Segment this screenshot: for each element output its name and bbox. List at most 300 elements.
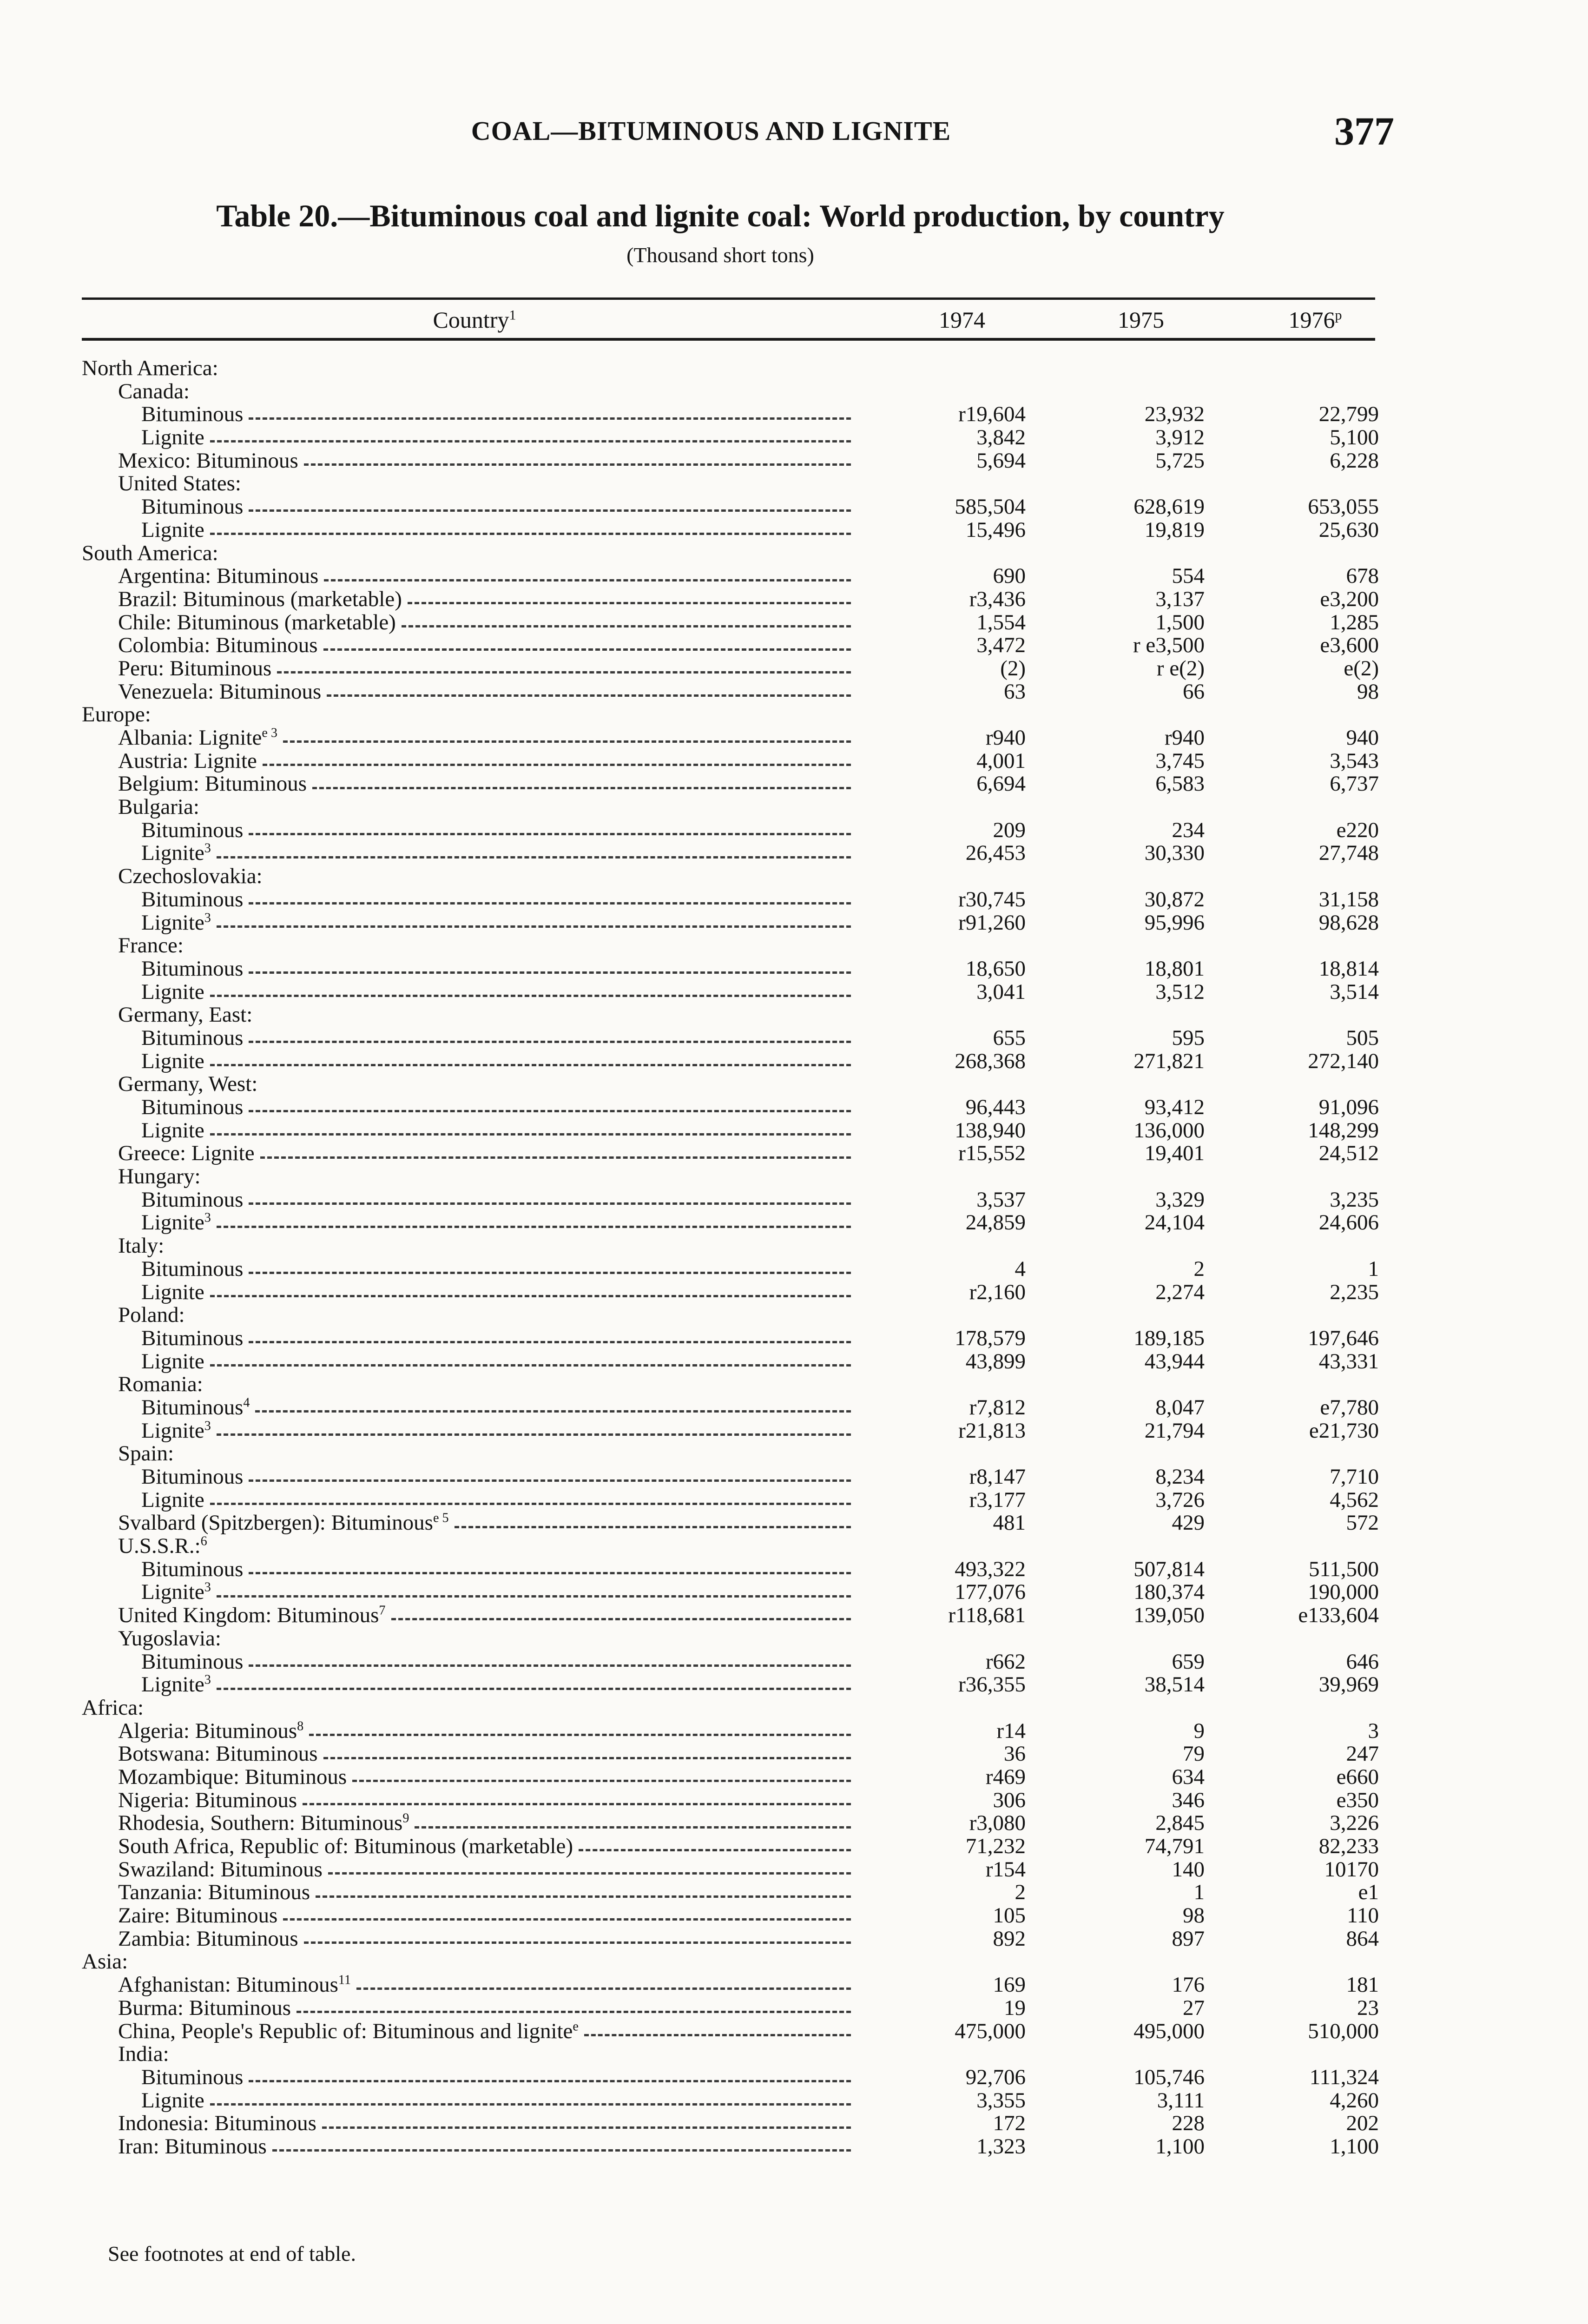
value-1976: 1,100 — [1330, 2134, 1379, 2159]
value-1974: 3,842 — [976, 425, 1026, 450]
value-1976: 24,606 — [1318, 1210, 1379, 1235]
column-header-1974: 1974 — [939, 307, 985, 333]
dot-leader — [217, 925, 851, 928]
row-label-text: Lignite — [141, 517, 204, 542]
value-1975: 1,500 — [1155, 610, 1205, 634]
value-1974: 71,232 — [965, 1834, 1026, 1858]
page-number: 377 — [1334, 109, 1394, 153]
table-row — [0, 2066, 1588, 2089]
row-label-text: Lignite — [141, 1280, 204, 1304]
table-row — [0, 1720, 1588, 1743]
value-1976: 4,260 — [1330, 2088, 1379, 2113]
value-1976: 3,235 — [1330, 1187, 1379, 1212]
table-row — [0, 819, 1588, 842]
value-1975: r940 — [1164, 726, 1205, 750]
value-1976: 646 — [1346, 1649, 1379, 1674]
table-row — [0, 1535, 1588, 1558]
dot-leader — [584, 2034, 851, 2036]
value-1976: 678 — [1346, 564, 1379, 588]
dot-leader — [322, 2126, 851, 2129]
value-1974: 3,537 — [976, 1187, 1026, 1212]
row-label — [118, 472, 241, 495]
table-row — [0, 1581, 1588, 1604]
value-1975: 659 — [1172, 1649, 1205, 1674]
row-label-text: Botswana: Bituminous — [118, 1742, 318, 1766]
value-1975: 5,725 — [1155, 448, 1205, 473]
row-label-text: Czechoslovakia: — [118, 864, 263, 889]
row-label — [141, 819, 854, 842]
table-row — [0, 1142, 1588, 1165]
value-1974: 4 — [1015, 1256, 1026, 1281]
dot-leader — [283, 1918, 851, 1921]
row-label — [141, 1581, 854, 1604]
value-1975: 43,944 — [1144, 1349, 1205, 1373]
value-1975: 189,185 — [1133, 1326, 1205, 1350]
value-1975: 2,845 — [1155, 1811, 1205, 1835]
table-row — [0, 1858, 1588, 1882]
value-1976: 940 — [1346, 726, 1379, 750]
value-1974: r14 — [996, 1718, 1026, 1743]
dot-leader — [249, 1110, 851, 1112]
value-1976: e660 — [1336, 1764, 1379, 1789]
row-label-text: Yugoslavia: — [118, 1626, 221, 1651]
value-1975: 554 — [1172, 564, 1205, 588]
value-1976: 4,562 — [1330, 1487, 1379, 1512]
value-1976: 18,814 — [1318, 956, 1379, 981]
dot-leader — [356, 1987, 851, 1990]
table-row — [0, 1651, 1588, 1674]
dot-leader — [249, 2080, 851, 2082]
row-label-text: Bituminous — [141, 495, 244, 519]
value-1974: 43,899 — [965, 1349, 1026, 1373]
value-1974: r36,355 — [958, 1672, 1026, 1697]
dot-leader — [249, 971, 851, 974]
value-1974: r3,436 — [969, 587, 1026, 611]
value-1975: 95,996 — [1144, 910, 1205, 935]
row-label-text: Lignite — [141, 979, 204, 1004]
value-1974: 655 — [993, 1025, 1026, 1050]
value-1976: 505 — [1346, 1025, 1379, 1050]
value-1975: 30,330 — [1144, 841, 1205, 865]
value-1975: 9 — [1193, 1718, 1205, 1743]
value-1974: r2,160 — [969, 1280, 1026, 1304]
table-row — [0, 1027, 1588, 1050]
table-row — [0, 957, 1588, 981]
dot-leader — [217, 1433, 851, 1436]
table-row — [0, 1211, 1588, 1235]
row-label-text: Bituminous — [141, 1557, 244, 1581]
row-label — [118, 726, 854, 750]
value-1975: 507,814 — [1133, 1557, 1205, 1581]
row-label — [118, 1835, 854, 1858]
row-label-text: Lignite — [141, 1487, 204, 1512]
dot-leader — [210, 440, 851, 442]
value-1976: e133,604 — [1298, 1603, 1379, 1628]
row-label — [82, 703, 151, 726]
table-row — [0, 542, 1588, 565]
value-1975: 24,104 — [1144, 1210, 1205, 1235]
row-label-text: Bituminous — [141, 1326, 244, 1350]
row-label-text: U.S.S.R.:$^6$ — [118, 1534, 207, 1558]
value-1974: r8,147 — [969, 1465, 1026, 1489]
value-1975: 6,583 — [1155, 772, 1205, 796]
row-label — [118, 1142, 854, 1165]
row-label — [118, 1442, 174, 1466]
value-1976: e21,730 — [1309, 1418, 1379, 1443]
value-1975: r e(2) — [1156, 656, 1205, 680]
dot-leader — [312, 787, 851, 789]
row-label — [141, 981, 854, 1004]
table-row — [0, 1165, 1588, 1188]
value-1976: 247 — [1346, 1742, 1379, 1766]
value-1974: 690 — [993, 564, 1026, 588]
row-label-text: Asia: — [82, 1949, 128, 1974]
table-row — [0, 380, 1588, 403]
value-1975: 38,514 — [1144, 1672, 1205, 1697]
footnote-marker: 11 — [338, 1973, 351, 1987]
dot-leader — [210, 533, 851, 535]
table-row — [0, 1489, 1588, 1512]
row-label — [118, 634, 854, 657]
row-label-text: Lignite$^3$ — [141, 1418, 211, 1443]
dot-leader — [352, 1780, 851, 1782]
value-1976: 31,158 — [1318, 887, 1379, 911]
row-label-text: Lignite — [141, 2088, 204, 2113]
value-1976: 3,543 — [1330, 748, 1379, 773]
value-1974: r118,681 — [948, 1603, 1026, 1628]
row-label — [118, 796, 199, 819]
value-1976: 111,324 — [1309, 2065, 1379, 2089]
dot-leader — [210, 1133, 851, 1136]
dot-leader — [455, 1526, 851, 1528]
row-label — [118, 1073, 257, 1096]
row-label-text: Peru: Bituminous — [118, 656, 272, 680]
value-1976: 3,514 — [1330, 979, 1379, 1004]
row-label-text: Swaziland: Bituminous — [118, 1857, 323, 1882]
row-label — [118, 1720, 854, 1743]
dot-leader — [255, 1410, 851, 1413]
value-1976: 864 — [1346, 1926, 1379, 1951]
row-label-text: South America: — [82, 541, 218, 565]
value-1974: 177,076 — [955, 1580, 1026, 1604]
table-row — [0, 1627, 1588, 1651]
row-label — [141, 1327, 854, 1350]
value-1975: 19,819 — [1144, 517, 1205, 542]
table-row — [0, 934, 1588, 957]
row-label-text: Romania: — [118, 1372, 203, 1397]
value-1974: (2) — [1000, 656, 1026, 680]
value-1974: 2 — [1015, 1880, 1026, 1905]
row-label — [118, 1627, 221, 1651]
row-label-text: Bituminous — [141, 1649, 244, 1674]
value-1976: 98,628 — [1318, 910, 1379, 935]
table-row — [0, 680, 1588, 704]
table-row — [0, 1396, 1588, 1419]
value-1975: 136,000 — [1133, 1118, 1205, 1142]
dot-leader — [210, 995, 851, 997]
value-1975: 628,619 — [1133, 495, 1205, 519]
row-label-text: Hungary: — [118, 1164, 201, 1189]
row-label — [118, 680, 854, 704]
dot-leader — [249, 1041, 851, 1043]
table-row — [0, 1881, 1588, 1904]
row-label-text: Colombia: Bituminous — [118, 633, 318, 658]
row-label — [141, 495, 854, 519]
running-head: COAL—BITUMINOUS AND LIGNITE — [471, 116, 951, 146]
row-label — [141, 1396, 854, 1419]
row-label — [118, 1004, 252, 1027]
row-label-text: Lignite — [141, 425, 204, 450]
row-label — [141, 1350, 854, 1373]
value-1976: 82,233 — [1318, 1834, 1379, 1858]
value-1974: 24,859 — [965, 1210, 1026, 1235]
value-1975: 19,401 — [1144, 1141, 1205, 1166]
value-1976: 1,285 — [1330, 610, 1379, 634]
value-1975: 139,050 — [1133, 1603, 1205, 1628]
value-1974: 169 — [993, 1973, 1026, 1997]
value-1976: 572 — [1346, 1511, 1379, 1535]
value-1974: 96,443 — [965, 1095, 1026, 1119]
table-row — [0, 1558, 1588, 1581]
row-label — [118, 1373, 203, 1396]
column-header-country: Country$^1$ — [433, 307, 516, 333]
value-1974: 209 — [993, 818, 1026, 842]
row-label-text: Algeria: Bituminous$^8$ — [118, 1718, 304, 1743]
dot-leader — [217, 1595, 851, 1598]
row-label — [82, 1697, 144, 1720]
row-label-text: Mexico: Bituminous — [118, 448, 298, 473]
table-row — [0, 1096, 1588, 1119]
table-row — [0, 1950, 1588, 1974]
table-row — [0, 1812, 1588, 1835]
row-label-text: Brazil: Bituminous (marketable) — [118, 587, 402, 611]
footnote-marker: 3 — [204, 1210, 211, 1225]
value-1976: 2,235 — [1330, 1280, 1379, 1304]
value-1974: 6,694 — [976, 772, 1026, 796]
value-1974: 481 — [993, 1511, 1026, 1535]
row-label — [118, 2135, 854, 2159]
row-label — [141, 1673, 854, 1697]
value-1976: 1 — [1368, 1256, 1379, 1281]
row-label-text: Italy: — [118, 1234, 165, 1258]
value-1976: 91,096 — [1318, 1095, 1379, 1119]
value-1975: 595 — [1172, 1025, 1205, 1050]
value-1974: 475,000 — [955, 2019, 1026, 2043]
value-1976: 653,055 — [1308, 495, 1379, 519]
table-row — [0, 1442, 1588, 1466]
value-1975: 2,274 — [1155, 1280, 1205, 1304]
value-1976: e3,200 — [1320, 587, 1379, 611]
value-1975: 8,234 — [1155, 1465, 1205, 1489]
table-subtitle: (Thousand short tons) — [626, 243, 814, 267]
row-label — [118, 1743, 854, 1766]
table-row — [0, 1235, 1588, 1258]
value-1976: 25,630 — [1318, 517, 1379, 542]
row-label — [141, 2066, 854, 2089]
row-label-text: Nigeria: Bituminous — [118, 1788, 297, 1812]
row-label-text: Albania: Lignite$^{e 3}$ — [118, 726, 277, 750]
value-1976: 23 — [1357, 1995, 1379, 2020]
value-1974: 63 — [1004, 679, 1026, 704]
row-label-text: Bituminous — [141, 1256, 244, 1281]
row-label-text: Lignite$^3$ — [141, 1672, 211, 1697]
row-label — [118, 1235, 164, 1258]
row-label — [118, 1997, 854, 2020]
row-label — [118, 1789, 854, 1812]
value-1975: 180,374 — [1133, 1580, 1205, 1604]
row-label — [118, 449, 854, 473]
column-header-1975: 1975 — [1118, 307, 1164, 333]
dot-leader — [260, 1156, 851, 1159]
dot-leader — [263, 764, 851, 766]
row-label-text: Rhodesia, Southern: Bituminous$^9$ — [118, 1811, 409, 1835]
row-label — [118, 865, 263, 888]
value-1974: r3,177 — [969, 1487, 1026, 1512]
row-label — [118, 2112, 854, 2135]
table-row — [0, 1997, 1588, 2020]
row-label — [118, 1974, 854, 1997]
table-row — [0, 519, 1588, 542]
value-1975: 21,794 — [1144, 1418, 1205, 1443]
dot-leader — [210, 1364, 851, 1367]
value-1974: 172 — [993, 2111, 1026, 2136]
row-label-text: United States: — [118, 471, 241, 496]
value-1974: r19,604 — [958, 402, 1026, 427]
value-1975: 3,512 — [1155, 979, 1205, 1004]
value-1974: r91,260 — [958, 910, 1026, 935]
row-label-text: China, People's Republic of: Bituminous and lignite$^e$ — [118, 2019, 579, 2043]
row-label-text: Bulgaria: — [118, 795, 199, 819]
value-1975: 3,726 — [1155, 1487, 1205, 1512]
table-row — [0, 796, 1588, 819]
row-label — [141, 519, 854, 542]
dot-leader — [304, 463, 851, 466]
row-label — [141, 426, 854, 449]
value-1974: 3,041 — [976, 979, 1026, 1004]
dot-leader — [249, 1341, 851, 1343]
table-row — [0, 1119, 1588, 1142]
value-1976: 10170 — [1324, 1857, 1379, 1882]
table-row — [0, 1073, 1588, 1096]
footnote-marker: 3 — [204, 1418, 211, 1433]
row-label — [118, 772, 854, 796]
row-label-text: France: — [118, 933, 184, 958]
value-1974: 19 — [1004, 1995, 1026, 2020]
value-1974: 892 — [993, 1926, 1026, 1951]
row-label — [118, 2043, 169, 2066]
table-row — [0, 403, 1588, 426]
table-row — [0, 1419, 1588, 1443]
row-label-text: North America: — [82, 356, 218, 380]
row-label — [118, 1304, 185, 1327]
value-1975: 634 — [1172, 1764, 1205, 1789]
value-1975: 30,872 — [1144, 887, 1205, 911]
value-1975: 3,329 — [1155, 1187, 1205, 1212]
table-row — [0, 1766, 1588, 1789]
table-row — [0, 1188, 1588, 1212]
value-1975: 140 — [1172, 1857, 1205, 1882]
value-1975: 79 — [1183, 1742, 1205, 1766]
row-label — [118, 1881, 854, 1904]
footnote-marker: 3 — [204, 1672, 211, 1687]
dot-leader — [217, 856, 851, 858]
value-1974: 3,355 — [976, 2088, 1026, 2113]
value-1976: 181 — [1346, 1973, 1379, 1997]
value-1976: 5,100 — [1330, 425, 1379, 450]
row-label-text: Bituminous — [141, 1465, 244, 1489]
value-1976: 510,000 — [1308, 2019, 1379, 2043]
row-label — [118, 1928, 854, 1951]
value-1974: 493,322 — [955, 1557, 1026, 1581]
row-label-text: Zambia: Bituminous — [118, 1926, 298, 1951]
table-row — [0, 426, 1588, 449]
row-label-text: Bituminous — [141, 956, 244, 981]
table-row — [0, 1373, 1588, 1396]
table-row — [0, 842, 1588, 865]
page-header — [0, 0, 1588, 267]
value-1974: r30,745 — [958, 887, 1026, 911]
dot-leader — [272, 2149, 851, 2152]
value-1975: 8,047 — [1155, 1395, 1205, 1419]
value-1976: 39,969 — [1318, 1672, 1379, 1697]
value-1976: 22,799 — [1318, 402, 1379, 427]
footnote-marker: 9 — [402, 1811, 409, 1826]
row-label — [141, 957, 854, 981]
dot-leader — [210, 1503, 851, 1505]
value-1976: 202 — [1346, 2111, 1379, 2136]
dot-leader — [316, 1895, 851, 1898]
row-label — [118, 611, 854, 634]
value-1976: e350 — [1336, 1788, 1379, 1812]
value-1974: r469 — [985, 1764, 1026, 1789]
table-row — [0, 1743, 1588, 1766]
value-1975: 74,791 — [1144, 1834, 1205, 1858]
table-row — [0, 588, 1588, 611]
dot-leader — [249, 1479, 851, 1482]
table-row — [0, 1835, 1588, 1858]
row-label-text: Bituminous — [141, 887, 244, 911]
value-1975: 429 — [1172, 1511, 1205, 1535]
value-1975: 18,801 — [1144, 956, 1205, 981]
table-row — [0, 657, 1588, 680]
table-row — [0, 1974, 1588, 1997]
row-label-text: Lignite$^3$ — [141, 1580, 211, 1604]
table-row — [0, 2043, 1588, 2066]
table-row — [0, 472, 1588, 495]
value-1974: 5,694 — [976, 448, 1026, 473]
value-1976: e220 — [1336, 818, 1379, 842]
dot-leader — [323, 1757, 851, 1759]
row-label-text: Chile: Bituminous (marketable) — [118, 610, 396, 634]
value-1976: 27,748 — [1318, 841, 1379, 865]
dot-leader — [323, 648, 851, 651]
row-label-text: Lignite$^3$ — [141, 1210, 211, 1235]
row-label-text: Africa: — [82, 1695, 144, 1720]
value-1974: 36 — [1004, 1742, 1026, 1766]
row-label-text: Venezuela: Bituminous — [118, 679, 322, 704]
row-label-text: Bituminous — [141, 2065, 244, 2089]
row-label-text: Germany, East: — [118, 1003, 253, 1027]
row-label-text: Bituminous — [141, 1025, 244, 1050]
value-1974: 306 — [993, 1788, 1026, 1812]
table-row — [0, 1304, 1588, 1327]
dot-leader — [249, 902, 851, 905]
value-1976: 148,299 — [1308, 1118, 1379, 1142]
dot-leader — [210, 1295, 851, 1297]
footnote-marker: 4 — [243, 1395, 250, 1410]
table-row — [0, 1673, 1588, 1697]
table-row — [0, 703, 1588, 726]
